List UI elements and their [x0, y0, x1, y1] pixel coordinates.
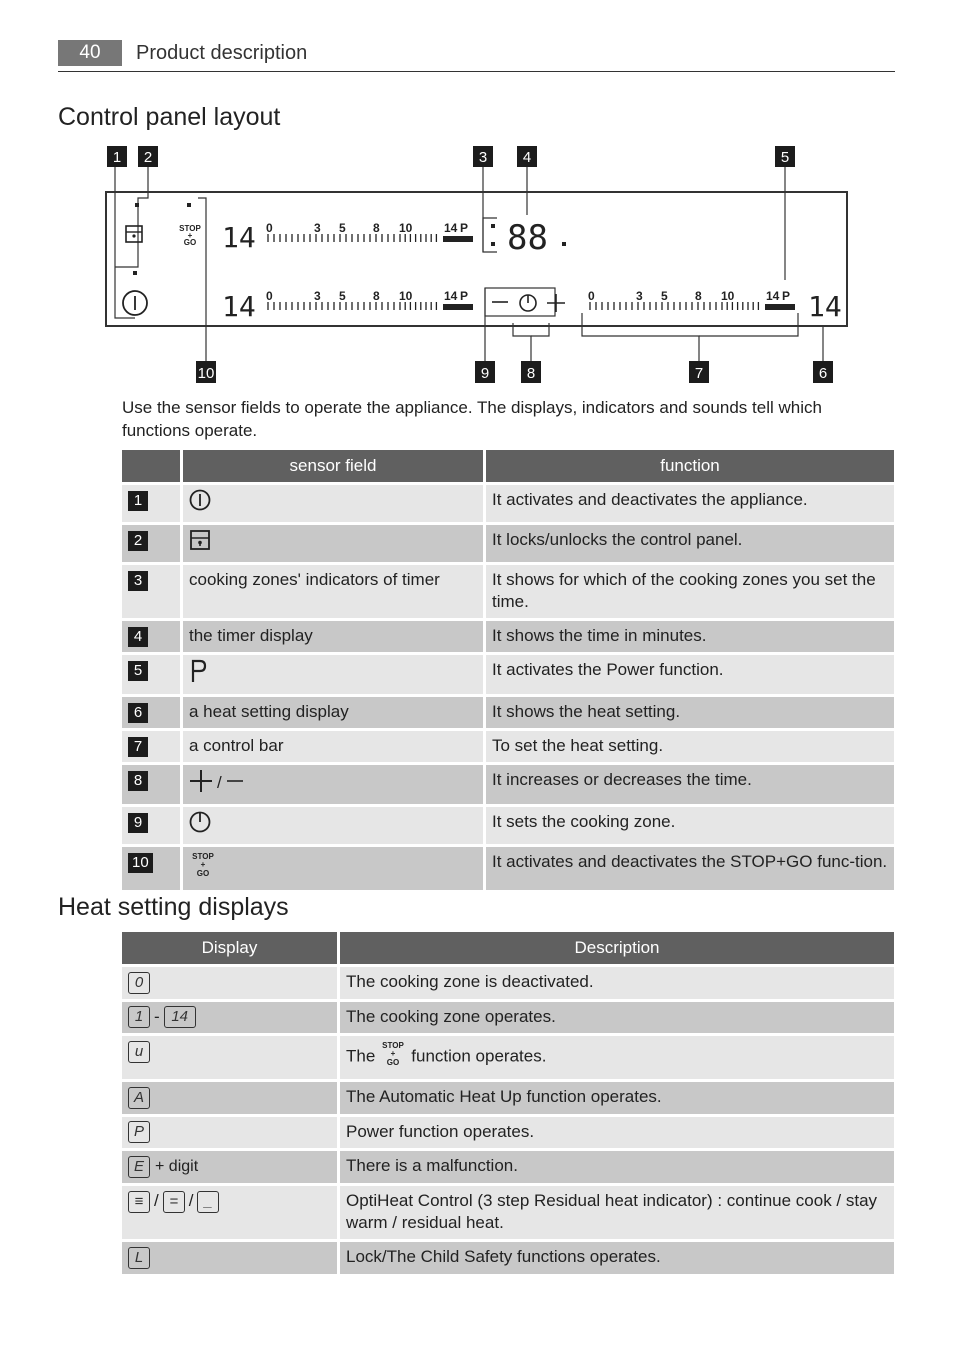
description-cell [340, 1036, 894, 1079]
sensor-field-text: a heat setting display [189, 702, 349, 721]
panel-lock-icon [126, 226, 142, 242]
scale-label: 3 [314, 289, 321, 303]
row-number-cell [122, 697, 180, 728]
function-cell: It locks/unlocks the control panel. [486, 525, 894, 562]
header-display: Display [122, 932, 337, 964]
power-function-icon [189, 659, 207, 689]
description-cell [340, 967, 894, 999]
row-number-cell [122, 807, 180, 844]
panel-plus-label: + [187, 231, 193, 240]
table-row [122, 1002, 894, 1034]
function-cell: It activates and deactivates the appliance. [486, 485, 894, 522]
scale-label: 14 [766, 289, 780, 303]
row-number-cell [122, 485, 180, 522]
callout-label: 3 [478, 149, 488, 166]
callout-label: 9 [480, 365, 490, 382]
indicator-dot [562, 242, 566, 246]
function-cell: It activates the Power function. [486, 655, 894, 694]
display-cell [122, 1151, 337, 1183]
stop-go-icon [379, 1040, 407, 1074]
svg-text:GO: GO [387, 1058, 400, 1068]
separator: / [217, 773, 222, 793]
heat-display: 14 [222, 290, 256, 323]
display-symbol: u [128, 1041, 150, 1063]
display-symbol: P [128, 1121, 150, 1143]
panel-power-icon [123, 291, 147, 315]
header-sensor-field: sensor field [183, 450, 483, 482]
row-number-badge: 6 [128, 703, 148, 723]
sensor-field-cell [183, 565, 483, 618]
panel-go-label: GO [183, 238, 197, 247]
sensor-field-text: a control bar [189, 736, 284, 755]
display-symbol: 14 [164, 1006, 196, 1028]
lock-icon [189, 529, 211, 557]
leader-line [582, 313, 699, 361]
control-bar [266, 221, 473, 242]
description-text: The [346, 1046, 376, 1066]
scale-label: 0 [588, 289, 595, 303]
scale-label: 3 [636, 289, 643, 303]
display-symbol: E [128, 1156, 150, 1178]
separator: / [154, 1191, 159, 1211]
panel-plus-icon [547, 294, 565, 312]
leader-line [115, 167, 148, 267]
sensor-field-table [119, 447, 897, 893]
sensor-field-cell [183, 847, 483, 890]
function-cell: It shows the heat setting. [486, 697, 894, 728]
description-cell [340, 1151, 894, 1183]
scale-label: P [460, 221, 469, 235]
table-row [122, 731, 894, 762]
sensor-field-cell [183, 485, 483, 522]
display-cell [122, 1186, 337, 1239]
row-number-cell [122, 565, 180, 618]
callout-label: 10 [197, 365, 215, 382]
description-cell [340, 1242, 894, 1274]
display-cell [122, 1002, 337, 1034]
description-cell [340, 1117, 894, 1149]
display-cell [122, 967, 337, 999]
minus-icon [226, 769, 244, 799]
sensor-field-cell [183, 655, 483, 694]
row-number-badge: 5 [128, 661, 148, 681]
row-number-badge: 4 [128, 627, 148, 647]
row-number-cell [122, 731, 180, 762]
display-suffix: + digit [155, 1158, 199, 1176]
indicator-dot [135, 203, 139, 207]
description-cell [340, 1082, 894, 1114]
table-row [122, 697, 894, 728]
display-cell [122, 1242, 337, 1274]
scale-label: 8 [373, 221, 380, 235]
scale-power-bar [443, 304, 473, 310]
page-header [58, 40, 895, 72]
row-number-cell [122, 525, 180, 562]
leader-line [699, 313, 798, 336]
indicator-dot [187, 203, 191, 207]
control-bar [266, 289, 473, 310]
display-symbol: = [163, 1191, 185, 1213]
callout-label: 5 [780, 149, 790, 166]
scale-label: 5 [339, 221, 346, 235]
intro-text: Use the sensor fields to operate the appliance. The displays, indicators and sounds tell which functions operate. [122, 398, 822, 440]
display-symbol: 1 [128, 1006, 150, 1028]
section-title-control-panel: Control panel layout [58, 103, 281, 131]
description-text: Lock/The Child Safety functions operates. [346, 1247, 661, 1267]
control-panel-diagram [100, 140, 860, 390]
description-cell [340, 1002, 894, 1034]
table-row [122, 1036, 894, 1079]
function-cell: It shows for which of the cooking zones you set the time. [486, 565, 894, 618]
scale-label: 10 [399, 289, 413, 303]
leader-line [483, 167, 497, 252]
table-row [122, 525, 894, 562]
scale-power-bar [765, 304, 795, 310]
sensor-field-cell [183, 765, 483, 804]
table-row [122, 765, 894, 804]
display-symbol: L [128, 1247, 150, 1269]
table-header-row [122, 932, 894, 964]
scale-label: 8 [373, 289, 380, 303]
scale-label: 3 [314, 221, 321, 235]
row-number-badge: 3 [128, 571, 148, 591]
table-row [122, 1186, 894, 1239]
description-text: There is a malfunction. [346, 1156, 518, 1176]
leader-line [513, 323, 531, 361]
row-number-badge: 10 [128, 853, 153, 873]
callout-label: 2 [143, 149, 153, 166]
callout-label: 8 [526, 365, 536, 382]
callout-label: 1 [112, 149, 122, 166]
table-header-row [122, 450, 894, 482]
display-symbol: ≡ [128, 1191, 150, 1213]
leader-line [483, 218, 497, 252]
description-text: function operates. [411, 1046, 547, 1066]
function-cell: It sets the cooking zone. [486, 807, 894, 844]
row-number-cell [122, 765, 180, 804]
panel-content [123, 203, 842, 323]
table-row [122, 807, 894, 844]
sensor-field-text: the timer display [189, 626, 313, 645]
header-description: Description [340, 932, 894, 964]
callout-label: 7 [694, 365, 704, 382]
table-row [122, 621, 894, 652]
sensor-field-cell [183, 621, 483, 652]
scale-label: 8 [695, 289, 702, 303]
timer-display: 88 [507, 218, 548, 258]
description-text: OptiHeat Control (3 step Residual heat indicator) : continue cook / stay warm / residual heat. [346, 1191, 878, 1233]
svg-text:STOP: STOP [382, 1041, 405, 1051]
callout-label: 4 [522, 149, 532, 166]
scale-label: 5 [661, 289, 668, 303]
leader-line [531, 323, 549, 336]
leader-line [198, 198, 206, 361]
page-number: 40 [58, 40, 122, 66]
control-bar [588, 289, 795, 310]
table-row [122, 1151, 894, 1183]
row-number-badge: 7 [128, 737, 148, 757]
table-row [122, 565, 894, 618]
description-cell [340, 1186, 894, 1239]
table-row [122, 1082, 894, 1114]
row-number-badge: 2 [128, 531, 148, 551]
row-number-cell [122, 655, 180, 694]
function-cell: It activates and deactivates the STOP+GO func-tion. [486, 847, 894, 890]
callout-label: 6 [818, 365, 828, 382]
heat-display: 14 [808, 290, 842, 323]
scale-label: 10 [721, 289, 735, 303]
indicator-dot [133, 271, 137, 275]
svg-text:+: + [390, 1049, 396, 1059]
display-cell [122, 1117, 337, 1149]
scale-label: 14 [444, 289, 458, 303]
header-title: Product description [136, 42, 308, 64]
svg-text:STOP: STOP [192, 852, 214, 861]
scale-label: 10 [399, 221, 413, 235]
description-text: Power function operates. [346, 1121, 535, 1141]
plus-icon [189, 769, 213, 799]
header-blank [122, 450, 180, 482]
power-icon [189, 489, 211, 517]
heat-setting-table [119, 929, 897, 1277]
scale-label: P [782, 289, 791, 303]
table-row [122, 1117, 894, 1149]
sensor-field-cell [183, 525, 483, 562]
display-cell [122, 1082, 337, 1114]
row-number-badge: 8 [128, 771, 148, 791]
table-row [122, 485, 894, 522]
scale-label: 0 [266, 289, 273, 303]
display-symbol: A [128, 1087, 150, 1109]
display-cell [122, 1036, 337, 1079]
heat-display: 14 [222, 221, 256, 254]
description-text: The Automatic Heat Up function operates. [346, 1087, 662, 1107]
header-function: function [486, 450, 894, 482]
scale-power-bar [443, 236, 473, 242]
scale-label: 14 [444, 221, 458, 235]
section-title-heat-setting: Heat setting displays [58, 893, 289, 921]
separator: / [188, 1191, 194, 1211]
indicator-dot [491, 224, 495, 228]
panel-timer-icon [520, 295, 536, 311]
row-number-badge: 9 [128, 813, 148, 833]
sensor-field-cell [183, 807, 483, 844]
row-number-badge: 1 [128, 491, 148, 511]
svg-text:GO: GO [196, 869, 210, 878]
table-row [122, 967, 894, 999]
scale-label: 5 [339, 289, 346, 303]
stop-go-icon [189, 851, 217, 885]
sensor-field-cell [183, 697, 483, 728]
description-text: The cooking zone operates. [346, 1006, 556, 1026]
function-cell: It shows the time in minutes. [486, 621, 894, 652]
display-symbol: 0 [128, 972, 150, 994]
sensor-field-text: cooking zones' indicators of timer [189, 570, 440, 589]
sensor-field-cell [183, 731, 483, 762]
table-row [122, 655, 894, 694]
function-cell: It increases or decreases the time. [486, 765, 894, 804]
row-number-cell [122, 847, 180, 890]
description-text: The cooking zone is deactivated. [346, 972, 594, 991]
separator: - [154, 1006, 160, 1026]
diagram-callouts [107, 146, 833, 383]
display-symbol: _ [197, 1191, 219, 1213]
panel-outline [106, 192, 847, 326]
indicator-dot [491, 242, 495, 246]
table-row [122, 847, 894, 890]
scale-label: 0 [266, 221, 273, 235]
timer-icon [189, 811, 211, 839]
svg-text:+: + [200, 860, 206, 869]
scale-label: P [460, 289, 469, 303]
panel-stop-label: STOP [179, 224, 201, 233]
row-number-cell [122, 621, 180, 652]
function-cell: To set the heat setting. [486, 731, 894, 762]
table-row [122, 1242, 894, 1274]
